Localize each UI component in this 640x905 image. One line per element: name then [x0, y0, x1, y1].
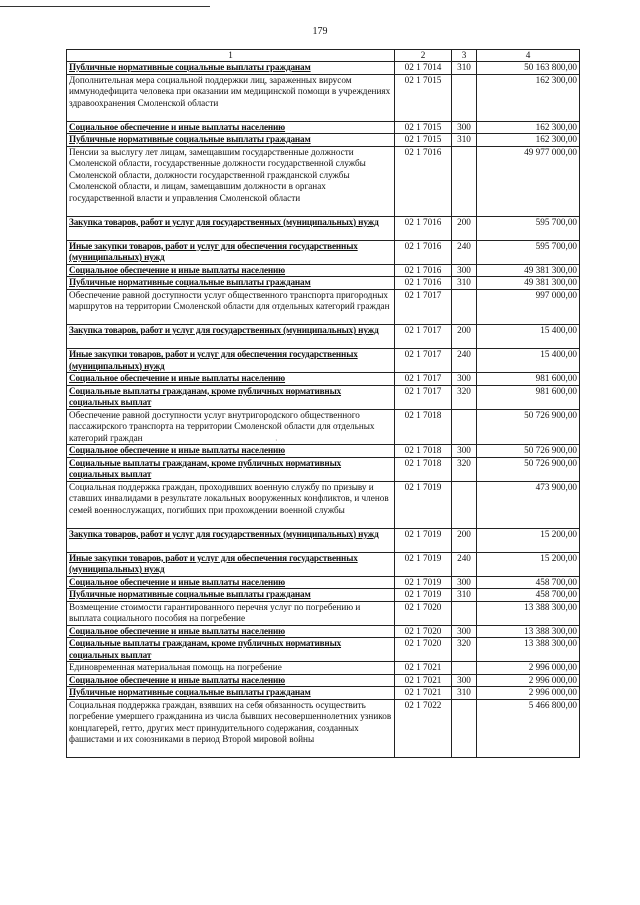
table-row: [67, 385, 580, 409]
row-amount: 458 700,00: [477, 589, 580, 602]
table-row: [67, 576, 580, 589]
row-code: 02 1 7019: [395, 576, 452, 589]
row-expense-type: 300: [452, 121, 477, 134]
scan-artifact: ·: [275, 436, 278, 445]
row-code: 02 1 7020: [395, 601, 452, 625]
row-amount: 50 726 900,00: [477, 445, 580, 458]
row-expense-type: 320: [452, 385, 477, 409]
row-name: Закупка товаров, работ и услуг для государственных (муниципальных) нужд: [67, 325, 395, 349]
row-name: Публичные нормативные социальные выплаты гражданам: [67, 589, 395, 602]
row-amount: 5 466 800,00: [477, 699, 580, 758]
row-code: 02 1 7016: [395, 240, 452, 264]
page-number: 179: [312, 26, 328, 37]
row-name: Социальное обеспечение и иные выплаты населению: [67, 625, 395, 638]
row-expense-type: 310: [452, 277, 477, 290]
table-row: [67, 240, 580, 264]
row-name: Социальное обеспечение и иные выплаты населению: [67, 121, 395, 134]
table-row: [67, 277, 580, 290]
row-name: Социальное обеспечение и иные выплаты населению: [67, 445, 395, 458]
row-expense-type: 320: [452, 638, 477, 662]
row-name: Иные закупки товаров, работ и услуг для обеспечения государственных (муниципальных) нужд: [67, 349, 395, 373]
row-amount: 13 388 300,00: [477, 638, 580, 662]
row-code: 02 1 7018: [395, 409, 452, 445]
top-rule: [0, 6, 210, 7]
row-code: 02 1 7021: [395, 674, 452, 687]
row-name: Закупка товаров, работ и услуг для государственных (муниципальных) нужд: [67, 528, 395, 552]
table-row: [67, 134, 580, 147]
table-row: [67, 589, 580, 602]
row-code: 02 1 7015: [395, 134, 452, 147]
row-expense-type: [452, 146, 477, 216]
row-amount: 15 400,00: [477, 349, 580, 373]
row-expense-type: [452, 662, 477, 675]
table-row: [67, 481, 580, 528]
header-col-1: 1: [67, 50, 395, 62]
row-code: 02 1 7015: [395, 121, 452, 134]
row-expense-type: [452, 601, 477, 625]
table-row: [67, 325, 580, 349]
row-code: 02 1 7022: [395, 699, 452, 758]
row-name: Социальные выплаты гражданам, кроме публичных нормативных социальных выплат: [67, 457, 395, 481]
row-name: Публичные нормативные социальные выплаты гражданам: [67, 134, 395, 147]
row-name: Иные закупки товаров, работ и услуг для обеспечения государственных (муниципальных) нужд: [67, 552, 395, 576]
row-code: 02 1 7019: [395, 552, 452, 576]
row-name: Обеспечение равной доступности услуг внутригородского общественного пассажирского транспорта на территории Смоленской области для отдельных категорий граждан: [67, 409, 395, 445]
row-expense-type: 300: [452, 445, 477, 458]
row-name: Закупка товаров, работ и услуг для государственных (муниципальных) нужд: [67, 216, 395, 240]
row-expense-type: 310: [452, 589, 477, 602]
row-code: 02 1 7016: [395, 216, 452, 240]
row-amount: 49 977 000,00: [477, 146, 580, 216]
row-amount: 162 300,00: [477, 134, 580, 147]
row-amount: 458 700,00: [477, 576, 580, 589]
row-code: 02 1 7015: [395, 74, 452, 121]
row-expense-type: 300: [452, 625, 477, 638]
row-amount: 162 300,00: [477, 121, 580, 134]
table-row: [67, 445, 580, 458]
row-code: 02 1 7020: [395, 638, 452, 662]
budget-table: [66, 49, 580, 758]
row-expense-type: 310: [452, 62, 477, 75]
row-expense-type: 310: [452, 687, 477, 700]
header-col-3: 3: [452, 50, 477, 62]
row-amount: 595 700,00: [477, 240, 580, 264]
row-code: 02 1 7017: [395, 289, 452, 325]
row-amount: 997 000,00: [477, 289, 580, 325]
row-expense-type: 200: [452, 216, 477, 240]
table-row: [67, 528, 580, 552]
table-row: [67, 349, 580, 373]
table-row: [67, 457, 580, 481]
row-name: Социальные выплаты гражданам, кроме публичных нормативных социальных выплат: [67, 638, 395, 662]
table-row: [67, 638, 580, 662]
row-amount: 981 600,00: [477, 373, 580, 386]
table-row: [67, 409, 580, 445]
table-row: [67, 625, 580, 638]
row-expense-type: 320: [452, 457, 477, 481]
row-name: Иные закупки товаров, работ и услуг для обеспечения государственных (муниципальных) нужд: [67, 240, 395, 264]
header-col-4: 4: [477, 50, 580, 62]
row-code: 02 1 7018: [395, 457, 452, 481]
table-row: [67, 552, 580, 576]
row-name: Дополнительная мера социальной поддержки лиц, зараженных вирусом иммунодефицита человека при оказании им медицинской помощи в учреждениях здравоохранения Смоленской области: [67, 74, 395, 121]
row-expense-type: 300: [452, 674, 477, 687]
row-amount: 981 600,00: [477, 385, 580, 409]
row-name: Социальная поддержка граждан, взявших на себя обязанность осуществить погребение умершего гражданина из числа бывших несовершеннолетних узников концлагерей, гетто, других мест принудительного содержания, созданных фашистами и их союзниками в период Второй мировой войны: [67, 699, 395, 758]
table-row: [67, 264, 580, 277]
row-expense-type: 310: [452, 134, 477, 147]
row-name: Социальные выплаты гражданам, кроме публичных нормативных социальных выплат: [67, 385, 395, 409]
row-name: Публичные нормативные социальные выплаты гражданам: [67, 277, 395, 290]
row-name: Социальная поддержка граждан, проходивших военную службу по призыву и ставших инвалидами в результате локальных вооруженных конфликтов, и членов семей военнослужащих, погибших при прохождении военной службы: [67, 481, 395, 528]
table-row: [67, 121, 580, 134]
row-code: 02 1 7017: [395, 385, 452, 409]
table-body: [67, 62, 580, 758]
row-amount: 162 300,00: [477, 74, 580, 121]
row-expense-type: 240: [452, 349, 477, 373]
row-amount: 595 700,00: [477, 216, 580, 240]
table-row: [67, 289, 580, 325]
row-amount: 50 726 900,00: [477, 409, 580, 445]
row-amount: 2 996 000,00: [477, 687, 580, 700]
row-amount: 15 200,00: [477, 552, 580, 576]
row-expense-type: [452, 409, 477, 445]
row-expense-type: 200: [452, 325, 477, 349]
table-row: [67, 62, 580, 75]
table-row: [67, 687, 580, 700]
row-code: 02 1 7017: [395, 325, 452, 349]
table-row: [67, 662, 580, 675]
row-amount: 13 388 300,00: [477, 601, 580, 625]
row-amount: 2 996 000,00: [477, 662, 580, 675]
table-row: [67, 373, 580, 386]
row-name: Обеспечение равной доступности услуг общественного транспорта пригородных маршрутов на территории Смоленской области для отдельных категорий граждан: [67, 289, 395, 325]
table-row: [67, 146, 580, 216]
row-name: Социальное обеспечение и иные выплаты населению: [67, 373, 395, 386]
row-code: 02 1 7019: [395, 589, 452, 602]
row-code: 02 1 7016: [395, 264, 452, 277]
row-amount: 15 200,00: [477, 528, 580, 552]
row-amount: 2 996 000,00: [477, 674, 580, 687]
row-amount: 15 400,00: [477, 325, 580, 349]
row-amount: 49 381 300,00: [477, 277, 580, 290]
header-col-2: 2: [395, 50, 452, 62]
row-expense-type: [452, 74, 477, 121]
row-amount: 50 726 900,00: [477, 457, 580, 481]
row-code: 02 1 7018: [395, 445, 452, 458]
row-name: Социальное обеспечение и иные выплаты населению: [67, 264, 395, 277]
table-row: [67, 216, 580, 240]
header-row: [67, 50, 580, 62]
row-expense-type: 200: [452, 528, 477, 552]
row-amount: 50 163 800,00: [477, 62, 580, 75]
row-code: 02 1 7019: [395, 481, 452, 528]
table-row: [67, 601, 580, 625]
row-expense-type: 300: [452, 576, 477, 589]
table-row: [67, 674, 580, 687]
row-name: Социальное обеспечение и иные выплаты населению: [67, 576, 395, 589]
row-name: Социальное обеспечение и иные выплаты населению: [67, 674, 395, 687]
row-expense-type: [452, 699, 477, 758]
row-expense-type: [452, 289, 477, 325]
row-expense-type: 300: [452, 264, 477, 277]
row-code: 02 1 7017: [395, 373, 452, 386]
row-expense-type: 240: [452, 240, 477, 264]
table-header: [67, 50, 580, 62]
row-name: Возмещение стоимости гарантированного перечня услуг по погребению и выплата социального пособия на погребение: [67, 601, 395, 625]
row-name: Пенсии за выслугу лет лицам, замещавшим государственные должности Смоленской области, государственные должности государственной службы Смоленской области, должности государственной гражданской службы Смоленской области, и лицам, замещавшим должности в органах государственной власти и управления Смоленской области: [67, 146, 395, 216]
row-name: Публичные нормативные социальные выплаты гражданам: [67, 62, 395, 75]
row-name: Единовременная материальная помощь на погребение: [67, 662, 395, 675]
row-code: 02 1 7020: [395, 625, 452, 638]
row-code: 02 1 7016: [395, 277, 452, 290]
row-amount: 473 900,00: [477, 481, 580, 528]
row-expense-type: [452, 481, 477, 528]
row-code: 02 1 7014: [395, 62, 452, 75]
row-expense-type: 240: [452, 552, 477, 576]
row-name: Публичные нормативные социальные выплаты гражданам: [67, 687, 395, 700]
table-row: [67, 699, 580, 758]
row-code: 02 1 7021: [395, 687, 452, 700]
row-amount: 49 381 300,00: [477, 264, 580, 277]
row-amount: 13 388 300,00: [477, 625, 580, 638]
row-code: 02 1 7021: [395, 662, 452, 675]
row-code: 02 1 7017: [395, 349, 452, 373]
row-code: 02 1 7016: [395, 146, 452, 216]
table-row: [67, 74, 580, 121]
row-code: 02 1 7019: [395, 528, 452, 552]
row-expense-type: 300: [452, 373, 477, 386]
